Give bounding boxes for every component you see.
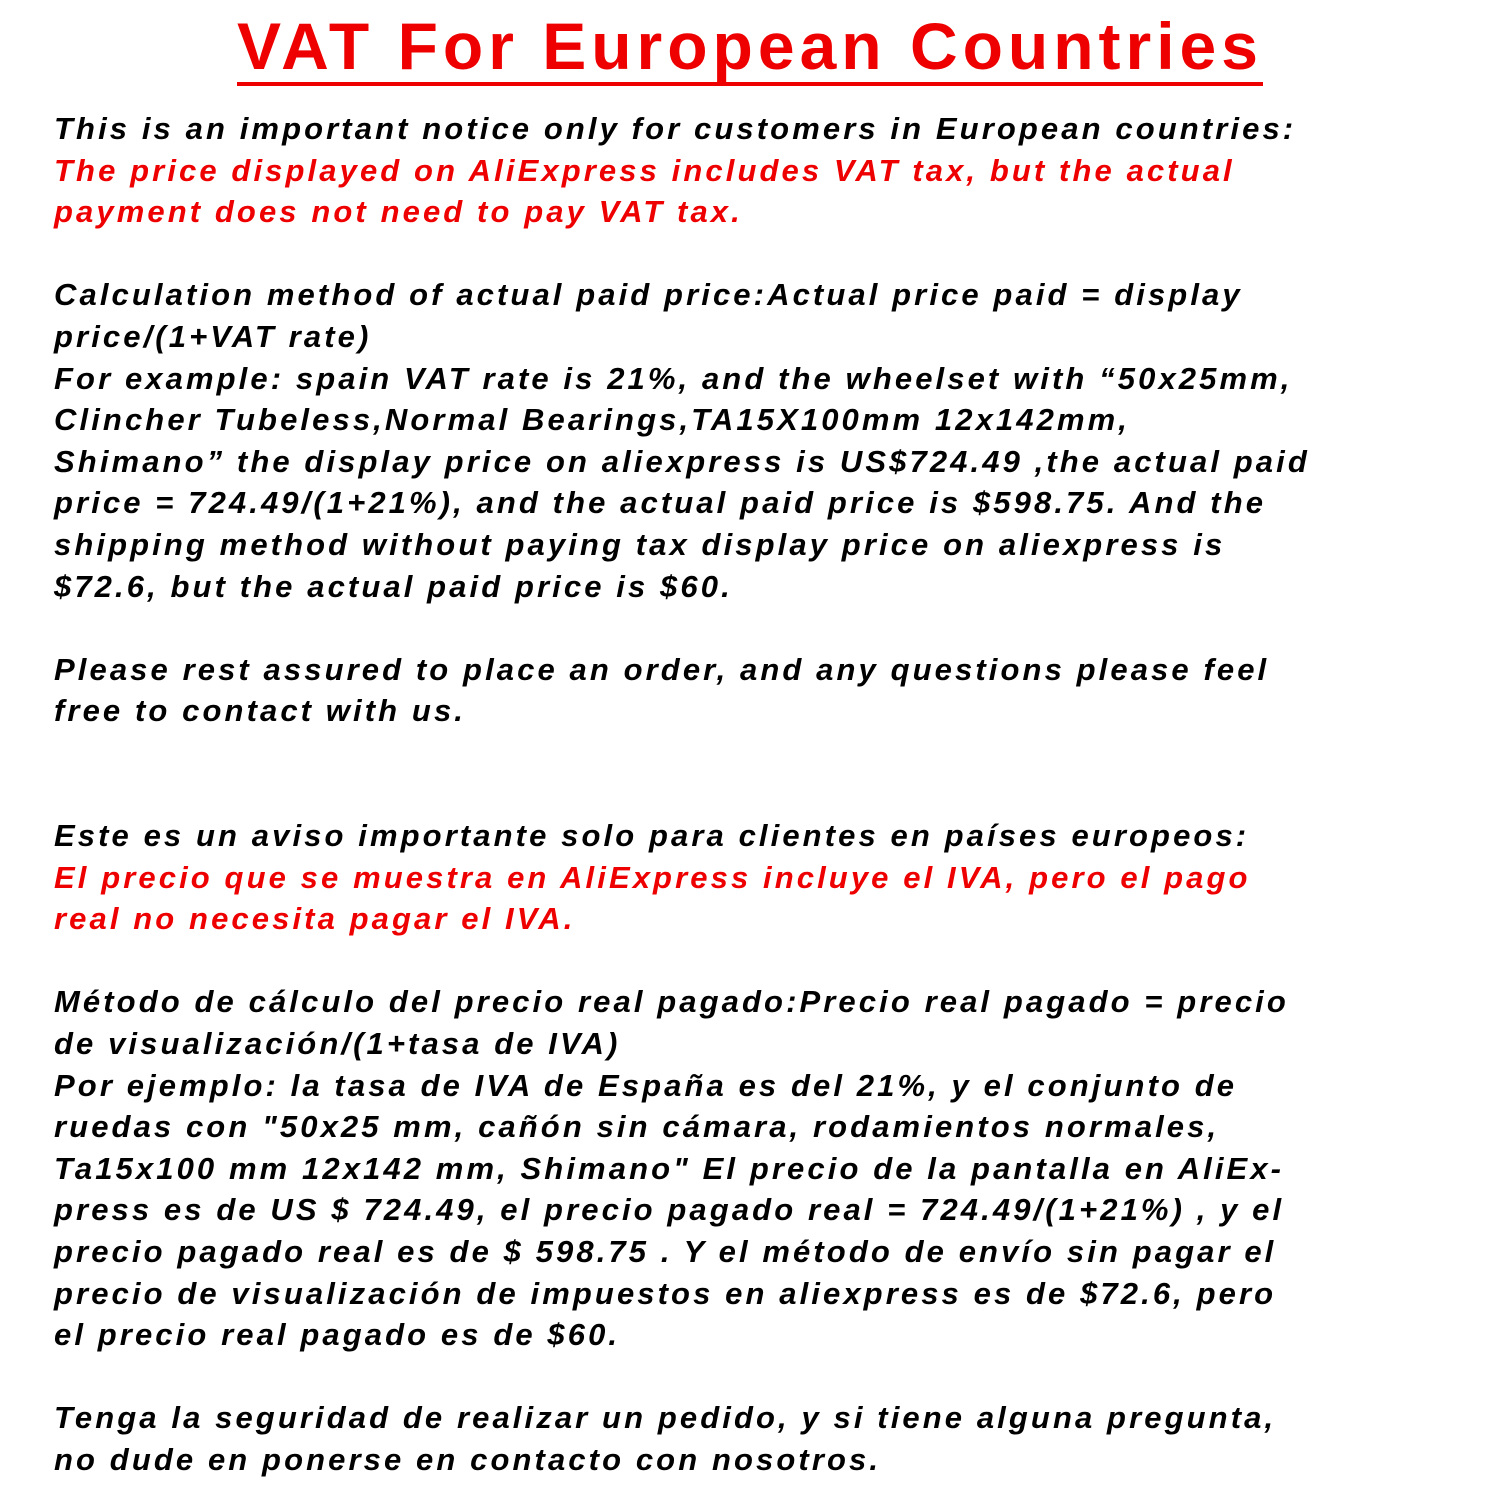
es-example-line: ruedas con "50x25 mm, cañón sin cámara, rodamientos normales, <box>54 1109 1220 1145</box>
spanish-section <box>54 815 1474 1481</box>
page-title <box>0 4 1500 88</box>
page-title-text: VAT For European Countries <box>237 10 1263 86</box>
es-notice-red-line: El precio que se muestra en AliExpress incluye el IVA, pero el pago <box>54 859 1251 895</box>
en-calculation-line: price/(1+VAT rate) <box>54 318 372 354</box>
notice-body <box>54 108 1474 1481</box>
es-closing-line: no dude en ponerse en contacto con nosotros. <box>54 1442 882 1477</box>
es-calculation-line: de visualización/(1+tasa de IVA) <box>54 1026 621 1062</box>
paragraph-spacer <box>54 607 1474 649</box>
es-example-line: press es de US $ 724.49, el precio pagado real = 724.49/(1+21%) , y el <box>54 1192 1285 1228</box>
en-example-line: $72.6, but the actual paid price is $60. <box>54 568 733 604</box>
en-notice-red-line: The price displayed on AliExpress includes VAT tax, but the actual <box>54 152 1235 188</box>
es-example-line: Por ejemplo: la tasa de IVA de España es del 21%, y el conjunto de <box>54 1067 1238 1103</box>
es-example-line: precio pagado real es de $ 598.75 . Y el método de envío sin pagar el <box>54 1234 1277 1270</box>
en-example-line: For example: spain VAT rate is 21%, and the wheelset with “50x25mm, <box>54 360 1293 396</box>
en-calculation-line: Calculation method of actual paid price:Actual price paid = display <box>54 277 1243 313</box>
english-section <box>54 108 1474 732</box>
es-example-line: precio de visualización de impuestos en aliexpress es de $72.6, pero <box>54 1275 1277 1311</box>
es-notice-intro: Este es un aviso importante solo para clientes en países europeos: <box>54 818 1250 854</box>
es-calculation-line: Método de cálculo del precio real pagado:Precio real pagado = precio <box>54 984 1289 1020</box>
section-spacer <box>54 732 1474 815</box>
en-example-line: price = 724.49/(1+21%), and the actual paid price is $598.75. And the <box>54 485 1267 521</box>
en-example-line: Shimano” the display price on aliexpress is US$724.49 ,the actual paid <box>54 443 1310 479</box>
en-example-line: shipping method without paying tax display price on aliexpress is <box>54 526 1226 562</box>
en-closing-line: free to contact with us. <box>54 693 466 729</box>
en-closing-line: Please rest assured to place an order, and any questions please feel <box>54 651 1270 687</box>
paragraph-spacer <box>54 940 1474 982</box>
es-closing-line: Tenga la seguridad de realizar un pedido, y si tiene alguna pregunta, <box>54 1400 1277 1436</box>
en-notice-red-line: payment does not need to pay VAT tax. <box>54 194 743 230</box>
es-example-line: Ta15x100 mm 12x142 mm, Shimano" El precio de la pantalla en AliEx- <box>54 1150 1285 1186</box>
en-example-line: Clincher Tubeless,Normal Bearings,TA15X100mm 12x142mm, <box>54 402 1130 438</box>
es-example-line: el precio real pagado es de $60. <box>54 1317 621 1353</box>
en-notice-intro: This is an important notice only for customers in European countries: <box>54 111 1297 146</box>
paragraph-spacer <box>54 1356 1474 1398</box>
es-notice-red-line: real no necesita pagar el IVA. <box>54 901 576 937</box>
paragraph-spacer <box>54 233 1474 275</box>
